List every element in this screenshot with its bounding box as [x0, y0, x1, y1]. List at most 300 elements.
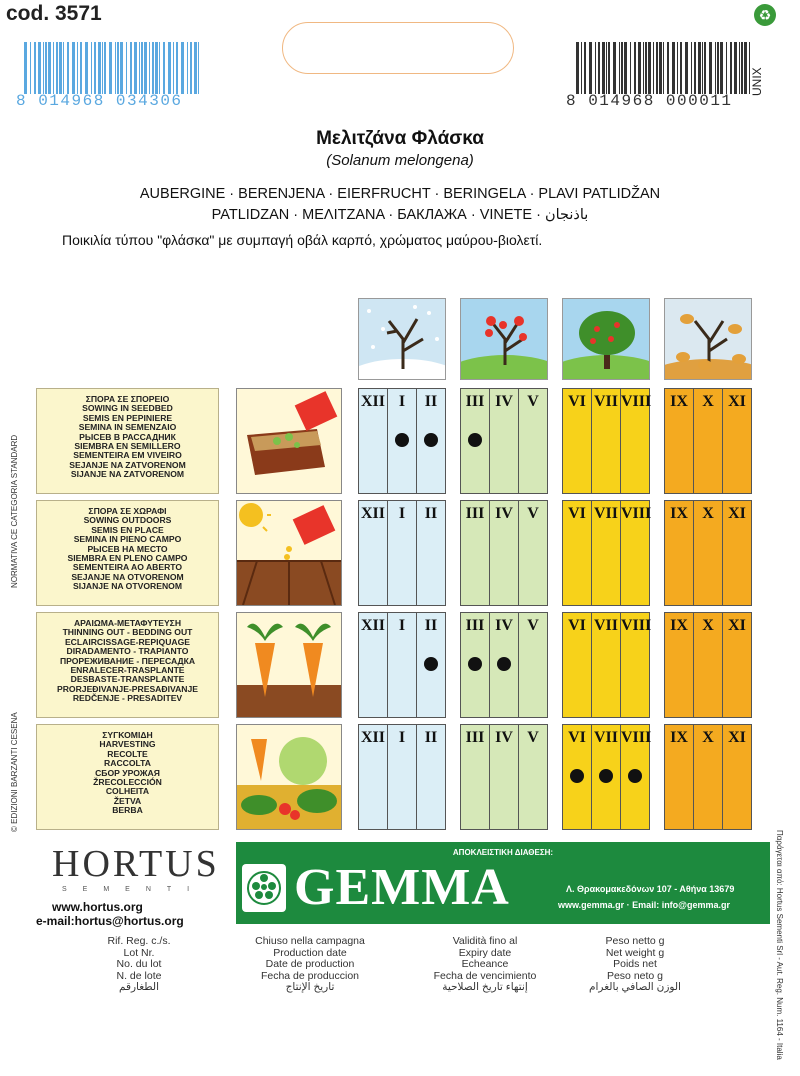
barcode-bar	[619, 42, 620, 94]
hortus-logo: HORTUS	[52, 843, 220, 885]
month-label: IX	[670, 617, 688, 634]
activity-label-line: ΣΥΓΚΟΜΙΔΗ	[102, 730, 153, 740]
activity-label	[36, 724, 219, 830]
activity-label-line: RACCOLTA	[104, 758, 151, 769]
footer-line: Date de production	[265, 958, 355, 970]
month-cell	[519, 613, 547, 717]
month-cell	[592, 501, 621, 605]
month-label: XII	[360, 617, 385, 634]
barcode-bar	[726, 42, 727, 94]
activity-label-line: SEMINA IN PIENO CAMPO	[73, 534, 182, 545]
month-label: V	[527, 617, 539, 634]
month-cell	[519, 501, 547, 605]
month-label: IV	[495, 505, 513, 522]
month-label: II	[424, 505, 438, 522]
month-cell	[563, 501, 592, 605]
barcode-bar	[56, 42, 58, 94]
barcode-bar	[734, 42, 737, 94]
spring-tree-icon	[460, 298, 548, 380]
activity-label-line: SEJANJE NA OTVORENOM	[71, 571, 184, 582]
month-cell	[388, 725, 417, 829]
unix-label: UNIX	[750, 67, 764, 96]
names-line-2: PATLIDZAN · ΜΕΛΙΤΖΑΝΑ · БАКЛАЖА · VINETE · باذنجان	[211, 207, 589, 223]
month-cell	[519, 725, 547, 829]
product-code: cod. 3571	[6, 2, 102, 25]
month-cell	[563, 725, 592, 829]
month-cell	[563, 613, 592, 717]
month-label: XI	[728, 505, 746, 522]
month-cell	[621, 501, 652, 605]
barcode-bar	[43, 42, 44, 94]
autumn-months-box	[664, 500, 752, 606]
barcode-bar	[130, 42, 132, 94]
month-label: X	[702, 393, 714, 410]
barcode-bar	[576, 42, 579, 94]
month-label: XI	[728, 393, 746, 410]
month-label: VI	[568, 729, 586, 746]
month-cell	[461, 613, 490, 717]
month-cell	[723, 613, 751, 717]
barcode-right	[576, 42, 752, 94]
footer-column	[560, 936, 710, 994]
barcode-bar	[698, 42, 701, 94]
month-label: III	[465, 393, 485, 410]
month-cell	[519, 389, 547, 493]
month-cell	[665, 501, 694, 605]
hortus-sementi: SEMENTI	[62, 886, 206, 893]
activity-label-line: РЫСЕВ В РАССАДНИК	[79, 431, 176, 442]
barcode-bar	[613, 42, 616, 94]
month-cell	[621, 389, 652, 493]
barcode-bar	[715, 42, 716, 94]
activity-label-line: SIEMBRA EN PLENO CAMPO	[67, 553, 188, 564]
barcode-bar	[717, 42, 719, 94]
activity-label-line: ΣΠΟΡΑ ΣΕ ΧΩΡΑΦΙ	[88, 506, 167, 516]
barcode-bar	[704, 42, 706, 94]
month-label: VII	[593, 617, 618, 634]
footer-line: Fecha de produccion	[260, 969, 360, 982]
gemma-header: ΑΠΟΚΛΕΙΣΤΙΚΗ ΔΙΑΘΕΣΗ:	[452, 848, 554, 857]
activity-label-line: THINNING OUT - BEDDING OUT	[62, 627, 193, 638]
summer-months-box	[562, 612, 650, 718]
summer-tree-icon	[562, 298, 650, 380]
barcode-bar	[638, 42, 641, 94]
month-cell	[490, 725, 519, 829]
activity-label-line: SEJANJE NA ZATVORENOM	[69, 459, 186, 470]
barcode-bar	[194, 42, 197, 94]
gemma-address: Λ. Θρακομακεδόνων 107 - Αθήνα 13679	[566, 884, 735, 894]
month-label: VIII	[621, 617, 652, 634]
month-label: VI	[568, 393, 586, 410]
month-label: I	[398, 393, 406, 410]
autumn-months-box	[664, 612, 752, 718]
month-label: VIII	[621, 505, 652, 522]
month-label: XII	[360, 393, 385, 410]
barcode-bar	[144, 42, 147, 94]
month-cell	[592, 389, 621, 493]
activity-label-line: ENRALECER-TRASPLANTE	[70, 665, 185, 676]
footer-line: Rif. Reg. c./s.	[107, 935, 171, 947]
month-cell	[417, 501, 445, 605]
recycle-icon: ♻	[754, 4, 776, 26]
month-label: III	[465, 617, 485, 634]
month-cell	[388, 613, 417, 717]
barcode-bar	[38, 42, 41, 94]
barcode-bar	[176, 42, 178, 94]
barcode-bar	[115, 42, 116, 94]
activity-label-line: DIRADAMENTO - TRAPIANTO	[66, 646, 189, 657]
month-cell	[723, 389, 751, 493]
barcode-bar	[117, 42, 119, 94]
month-label: II	[424, 393, 438, 410]
activity-label-line: SEMENTEIRA AO ABERTO	[72, 562, 183, 573]
barcode-bar	[109, 42, 112, 94]
activity-label-line: СБОР УРОЖАЯ	[95, 767, 160, 778]
month-label: XII	[360, 505, 385, 522]
month-cell	[417, 725, 445, 829]
month-cell	[388, 389, 417, 493]
month-label: X	[702, 729, 714, 746]
month-label: V	[527, 393, 539, 410]
outdoor-sowing-picture	[236, 500, 342, 606]
activity-label-line: РЫСЕВ НА МЕСТО	[87, 543, 168, 554]
barcode-bar	[624, 42, 627, 94]
month-cell	[461, 725, 490, 829]
month-cell	[417, 389, 445, 493]
barcode-bar	[608, 42, 610, 94]
footer-line: إنتهاء تاريخ الصلاحية	[442, 981, 528, 993]
barcode-bar	[653, 42, 654, 94]
month-label: XI	[728, 617, 746, 634]
harvest-picture	[236, 724, 342, 830]
barcode-bar	[648, 42, 651, 94]
month-label: V	[527, 505, 539, 522]
barcode-bar	[139, 42, 140, 94]
month-label: IX	[670, 393, 688, 410]
side-text-standard: NORMATIVA CE CATEGORIA STANDARD	[10, 434, 19, 588]
barcode-bar	[149, 42, 150, 94]
month-label: IV	[495, 729, 513, 746]
month-dot	[468, 433, 482, 447]
month-cell	[592, 725, 621, 829]
side-text-producer: Παράγεται από: Hortus Sementi Srl - Aut. Reg. Num. 1164 - Italia	[775, 830, 784, 1060]
barcode-bar	[606, 42, 607, 94]
gemma-flower-icon	[242, 864, 286, 912]
month-cell	[490, 501, 519, 605]
barcode-bar	[744, 42, 747, 94]
summer-months-box	[562, 500, 650, 606]
barcode-bar	[645, 42, 647, 94]
month-cell	[461, 501, 490, 605]
barcode-bar	[659, 42, 662, 94]
activity-label-line: SEMIS EN PEPINIERE	[82, 412, 173, 423]
month-cell	[621, 725, 652, 829]
summer-months-box	[562, 388, 650, 494]
barcode-bar	[643, 42, 644, 94]
month-label: VIII	[621, 729, 652, 746]
month-cell	[694, 501, 723, 605]
footer-line: الوزن الصافي بالغرام	[589, 981, 681, 993]
description: Ποικιλία τύπου "φλάσκα" με συμπαγή οβάλ καρπό, χρώματος μαύρου-βιολετί.	[62, 232, 543, 248]
barcode-bar	[672, 42, 675, 94]
activity-label-line: SIEMBRA EN SEMILLERO	[74, 441, 181, 452]
month-dot	[468, 657, 482, 671]
month-label: II	[424, 617, 438, 634]
month-label: IX	[670, 729, 688, 746]
month-label: IV	[495, 617, 513, 634]
month-cell	[694, 725, 723, 829]
footer-line: Poids net	[613, 958, 657, 970]
barcode-bar	[141, 42, 143, 94]
winter-tree-icon	[358, 298, 446, 380]
barcode-bar	[91, 42, 92, 94]
month-label: IV	[495, 393, 513, 410]
footer-line: Lot Nr.	[123, 946, 155, 959]
barcode-bar	[120, 42, 123, 94]
footer-line: تاريخ الإنتاج	[285, 981, 335, 993]
activity-label-line: ŽETVA	[113, 795, 142, 806]
footer-line: Peso netto g	[605, 935, 665, 947]
gemma-logo: GEMMA	[294, 859, 510, 916]
barcode-bar	[730, 42, 732, 94]
barcode-bar	[190, 42, 192, 94]
barcode-bar	[656, 42, 658, 94]
activity-label	[36, 500, 219, 606]
barcode-bar	[104, 42, 106, 94]
barcode-bar	[584, 42, 586, 94]
footer-line: Expiry date	[458, 946, 512, 959]
gemma-banner	[236, 842, 770, 924]
hortus-email: e-mail:hortus@hortus.org	[36, 914, 184, 928]
winter-months-box	[358, 724, 446, 830]
month-dot	[424, 657, 438, 671]
month-cell	[723, 725, 751, 829]
price-oval	[282, 22, 514, 74]
month-dot	[628, 769, 642, 783]
autumn-months-box	[664, 724, 752, 830]
month-label: II	[424, 729, 438, 746]
month-cell	[694, 389, 723, 493]
footer-line: الطغارقم	[118, 981, 160, 993]
barcode-bar	[581, 42, 582, 94]
month-label: VI	[568, 505, 586, 522]
month-label: V	[527, 729, 539, 746]
footer-line: N. de lote	[116, 969, 162, 982]
activity-label-line: PRORJEĐIVANJE-PRESAĐIVANJE	[56, 683, 199, 694]
month-cell	[417, 613, 445, 717]
barcode-bar	[155, 42, 158, 94]
names-line-1: AUBERGINE · BERENJENA · EIERFRUCHT · BERINGELA · PLAVI PATLIDŽAN	[139, 186, 661, 202]
barcode-bar	[159, 42, 160, 94]
barcode-bar	[187, 42, 188, 94]
carrots-picture	[236, 612, 342, 718]
footer-column	[84, 936, 194, 994]
spring-months-box	[460, 612, 548, 718]
month-cell	[359, 725, 388, 829]
seedbed-picture	[236, 388, 342, 494]
barcode-bar	[59, 42, 62, 94]
month-dot	[570, 769, 584, 783]
month-cell	[665, 613, 694, 717]
month-label: VII	[593, 505, 618, 522]
activity-label-line: SOWING OUTDOORS	[83, 515, 172, 526]
barcode-bar	[134, 42, 137, 94]
barcode-bar	[589, 42, 592, 94]
barcode-bar	[634, 42, 636, 94]
barcode-bar	[663, 42, 664, 94]
footer-line: Fecha de vencimiento	[433, 969, 537, 982]
barcode-bar	[24, 42, 27, 94]
barcode-bar	[72, 42, 75, 94]
month-label: X	[702, 617, 714, 634]
barcode-bar	[702, 42, 703, 94]
month-label: I	[398, 729, 406, 746]
activity-label-line: COLHEITA	[105, 786, 150, 797]
latin-name: (Solanum melongena)	[326, 152, 474, 169]
footer-column	[410, 936, 560, 994]
barcode-bar	[67, 42, 69, 94]
activity-label	[36, 612, 219, 718]
activity-label-line: DESBASTE-TRANSPLANTE	[70, 674, 185, 685]
barcode-bar	[595, 42, 596, 94]
activity-label-line: REDČENJE - PRESADITEV	[72, 693, 183, 704]
spring-months-box	[460, 388, 548, 494]
barcode-bar	[694, 42, 696, 94]
autumn-tree-icon	[664, 298, 752, 380]
barcode-bar	[598, 42, 600, 94]
barcode-bar	[30, 42, 31, 94]
month-cell	[723, 501, 751, 605]
month-cell	[592, 613, 621, 717]
activity-label-line: ΑΡΑΙΩΜΑ-ΜΕΤΑΦΥΤΕΥΣΗ	[73, 618, 182, 628]
barcode-bar	[53, 42, 54, 94]
barcode-bar	[85, 42, 88, 94]
barcode-bar	[181, 42, 184, 94]
month-label: I	[398, 505, 406, 522]
activity-label-line: SIJANJE NA OTVORENOM	[72, 581, 183, 592]
footer-line: Net weight g	[605, 946, 665, 959]
month-cell	[621, 613, 652, 717]
month-dot	[599, 769, 613, 783]
activity-label-line: ΣΠΟΡΑ ΣΕ ΣΠΟΡΕΙΟ	[85, 394, 170, 404]
month-cell	[359, 613, 388, 717]
barcode-bar	[126, 42, 127, 94]
month-label: VIII	[621, 393, 652, 410]
month-label: XII	[360, 729, 385, 746]
month-label: XI	[728, 729, 746, 746]
barcode-bar	[168, 42, 171, 94]
gemma-web: www.gemma.gr · Email: info@gemma.gr	[558, 900, 730, 910]
barcode-bar	[98, 42, 101, 94]
month-cell	[490, 613, 519, 717]
footer-line: Echeance	[461, 958, 509, 970]
month-cell	[359, 501, 388, 605]
side-text-copyright: © EDIZIONI BARZANTI CESENA	[10, 712, 19, 832]
footer-line: Chiuso nella campagna	[255, 935, 365, 947]
barcode-bar	[630, 42, 631, 94]
month-cell	[359, 389, 388, 493]
hortus-website: www.hortus.org	[52, 900, 143, 914]
barcode-bar	[198, 42, 199, 94]
product-title: Μελιτζάνα Φλάσκα	[316, 128, 484, 149]
month-cell	[388, 501, 417, 605]
barcode-bar	[677, 42, 678, 94]
footer-line: No. du lot	[116, 958, 162, 970]
activity-label-line: ПРОРЕЖИВАНИЕ - ПЕРЕСАДКА	[59, 655, 196, 666]
activity-label-line: SIJANJE NA ZATVORENOM	[70, 469, 185, 480]
activity-label-line: SEMIS EN PLACE	[91, 524, 164, 535]
autumn-months-box	[664, 388, 752, 494]
barcode-bar	[739, 42, 740, 94]
barcode-right-number: 8 014968 000011	[566, 92, 733, 110]
barcode-bar	[741, 42, 743, 94]
barcode-bar	[34, 42, 36, 94]
barcode-bar	[720, 42, 723, 94]
activity-label-line: ŽRECOLECCIÓN	[93, 777, 162, 788]
month-label: III	[465, 505, 485, 522]
month-label: I	[398, 617, 406, 634]
activity-label-line: SEMENTEIRA EM VIVEIRO	[73, 450, 182, 461]
month-label: X	[702, 505, 714, 522]
winter-months-box	[358, 500, 446, 606]
barcode-left	[24, 42, 208, 94]
barcode-bar	[102, 42, 103, 94]
activity-label	[36, 388, 219, 494]
month-cell	[490, 389, 519, 493]
barcode-bar	[152, 42, 154, 94]
barcode-bar	[621, 42, 623, 94]
spring-months-box	[460, 500, 548, 606]
barcode-bar	[173, 42, 174, 94]
spring-months-box	[460, 724, 548, 830]
month-cell	[461, 389, 490, 493]
barcode-bar	[680, 42, 682, 94]
month-label: VII	[593, 393, 618, 410]
barcode-bar	[163, 42, 165, 94]
footer-line: Peso neto g	[606, 969, 664, 982]
barcode-bar	[77, 42, 78, 94]
month-label: III	[465, 729, 485, 746]
month-label: VII	[593, 729, 618, 746]
barcode-bar	[691, 42, 692, 94]
barcode-bar	[709, 42, 712, 94]
activity-label-line: SOWING IN SEEDBED	[82, 403, 173, 414]
month-cell	[563, 389, 592, 493]
barcode-left-number: 8 014968 034306	[16, 92, 183, 110]
barcode-bar	[63, 42, 64, 94]
barcode-bar	[94, 42, 96, 94]
barcode-bar	[602, 42, 605, 94]
barcode-bar	[667, 42, 669, 94]
winter-months-box	[358, 612, 446, 718]
barcode-bar	[45, 42, 47, 94]
footer-line: Production date	[273, 946, 347, 959]
barcode-bar	[685, 42, 688, 94]
winter-months-box	[358, 388, 446, 494]
activity-label-line: BERBA	[112, 805, 143, 816]
activity-label-line: HARVESTING	[99, 739, 156, 750]
month-dot	[424, 433, 438, 447]
month-dot	[497, 657, 511, 671]
month-label: IX	[670, 505, 688, 522]
activity-label-line: RECOLTE	[107, 748, 148, 759]
month-cell	[665, 389, 694, 493]
footer-column	[250, 936, 370, 994]
footer-line: Validità fino al	[452, 935, 518, 947]
month-cell	[665, 725, 694, 829]
summer-months-box	[562, 724, 650, 830]
activity-label-line: SEMINA IN SEMENZAIO	[78, 422, 177, 433]
